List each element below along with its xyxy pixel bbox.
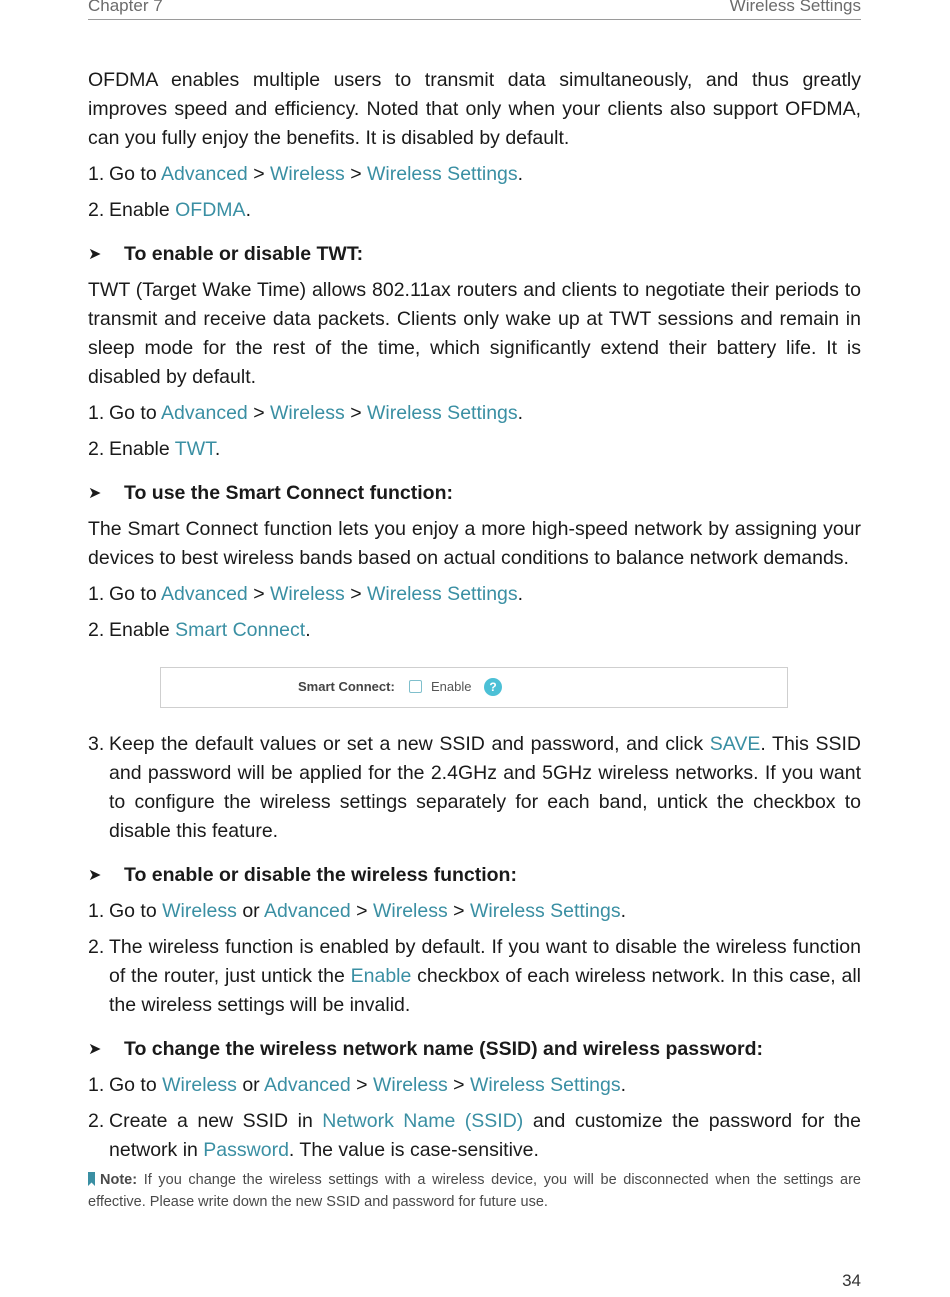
- step-number: 2.: [88, 438, 105, 460]
- step-text: Enable: [109, 438, 170, 460]
- heading-text: To change the wireless network name (SSID) and wireless password:: [124, 1038, 763, 1060]
- smart-connect-screenshot: [160, 667, 788, 708]
- step-text: and customize the password for the network in: [109, 1110, 861, 1161]
- ssid-password-step-2: [88, 1107, 861, 1165]
- link-advanced[interactable]: Advanced: [161, 583, 248, 605]
- page-content: [88, 66, 861, 1213]
- link-ofdma[interactable]: OFDMA: [175, 199, 246, 221]
- smart-connect-step-3: [88, 730, 861, 846]
- step-text: or: [242, 900, 260, 922]
- arrow-bullet-icon: ➤: [88, 246, 102, 263]
- smart-connect-intro: The Smart Connect function lets you enjoy a more high-speed network by assigning your devices to best wireless bands based on actual conditions to balance network demands.: [88, 518, 861, 569]
- punctuation: .: [517, 402, 524, 424]
- link-wireless[interactable]: Wireless: [270, 402, 345, 424]
- wireless-function-step-2: [88, 933, 861, 1020]
- ssid-password-step-1: [88, 1071, 861, 1100]
- step-text: checkbox of each wireless network. In this case, all the wireless settings will be invalid.: [109, 965, 861, 1016]
- link-wireless-settings[interactable]: Wireless Settings: [367, 163, 518, 185]
- running-header: [88, 0, 861, 20]
- chapter-label: Chapter 7: [88, 0, 163, 15]
- step-text: . The value is case-sensitive.: [288, 1139, 539, 1161]
- enable-checkbox[interactable]: [409, 680, 422, 693]
- smart-connect-heading: [88, 479, 861, 508]
- breadcrumb-separator: >: [356, 900, 368, 922]
- note-block: [88, 1169, 861, 1213]
- heading-text: To enable or disable TWT:: [124, 243, 364, 265]
- arrow-bullet-icon: ➤: [88, 867, 102, 884]
- link-wireless[interactable]: Wireless: [270, 583, 345, 605]
- link-advanced[interactable]: Advanced: [161, 402, 248, 424]
- step-text: Go to: [109, 402, 157, 424]
- heading-text: To use the Smart Connect function:: [124, 482, 453, 504]
- twt-intro: TWT (Target Wake Time) allows 802.11ax routers and clients to negotiate their periods to transmit and receive data packets. Clients only wake up at TWT sessions and remain in sleep mode for the rest of the time, which significantly extend their battery life. It is disabled by default.: [88, 279, 861, 388]
- step-text: Go to: [109, 583, 157, 605]
- ssid-password-heading: [88, 1035, 861, 1064]
- step-number: 2.: [88, 936, 105, 958]
- step-number: 2.: [88, 619, 105, 641]
- link-twt[interactable]: TWT: [174, 438, 215, 460]
- step-text: Enable: [109, 619, 170, 641]
- step-number: 3.: [88, 733, 105, 755]
- ofdma-intro: OFDMA enables multiple users to transmit data simultaneously, and thus greatly improves speed and efficiency. Noted that only when your clients also support OFDMA, can you fully enjoy the benefits. It is disabled by default.: [88, 69, 861, 149]
- breadcrumb-separator: >: [453, 900, 465, 922]
- link-wireless-settings[interactable]: Wireless Settings: [469, 1074, 621, 1096]
- punctuation: .: [245, 199, 251, 221]
- punctuation: .: [620, 1074, 627, 1096]
- breadcrumb-separator: >: [350, 583, 362, 605]
- step-text: . This SSID and password will be applied for the 2.4GHz and 5GHz wireless networks. If you want to configure the wireless settings separately for each band, untick the checkbox to disable this feature.: [109, 733, 861, 842]
- step-text: Go to: [109, 163, 157, 185]
- link-wireless-settings[interactable]: Wireless Settings: [469, 900, 621, 922]
- breadcrumb-separator: >: [350, 402, 362, 424]
- punctuation: .: [620, 900, 627, 922]
- arrow-bullet-icon: ➤: [88, 1041, 102, 1058]
- breadcrumb-separator: >: [453, 1074, 465, 1096]
- twt-step-2: [88, 435, 861, 464]
- smart-connect-step-2: [88, 616, 861, 645]
- ofdma-step-2: [88, 196, 861, 225]
- note-text: If you change the wireless settings with a wireless device, you will be disconnected when the settings are effective. Please write down the new SSID and password for future use.: [88, 1172, 862, 1210]
- ofdma-step-1: [88, 160, 861, 189]
- step-number: 1.: [88, 1074, 105, 1096]
- arrow-bullet-icon: ➤: [88, 485, 102, 502]
- step-number: 2.: [88, 1110, 105, 1132]
- link-smart-connect[interactable]: Smart Connect: [175, 619, 306, 641]
- breadcrumb-separator: >: [253, 163, 265, 185]
- step-number: 1.: [88, 163, 105, 185]
- link-network-name-ssid[interactable]: Network Name (SSID): [322, 1110, 524, 1132]
- wireless-function-heading: [88, 861, 861, 890]
- breadcrumb-separator: >: [253, 583, 265, 605]
- manual-page: [88, 0, 861, 1297]
- breadcrumb-separator: >: [253, 402, 265, 424]
- link-wireless[interactable]: Wireless: [270, 163, 345, 185]
- punctuation: .: [214, 438, 221, 460]
- step-text: Keep the default values or set a new SSID and password, and click: [109, 733, 704, 755]
- step-number: 1.: [88, 583, 105, 605]
- breadcrumb-separator: >: [350, 163, 362, 185]
- step-number: 1.: [88, 402, 105, 424]
- note-label: Note:: [100, 1172, 138, 1188]
- breadcrumb-separator: >: [356, 1074, 368, 1096]
- smart-connect-label: Smart Connect:: [298, 679, 395, 694]
- smart-connect-step-1: [88, 580, 861, 609]
- link-wireless[interactable]: Wireless: [372, 900, 448, 922]
- step-text: or: [242, 1074, 260, 1096]
- step-number: 1.: [88, 900, 105, 922]
- link-wireless[interactable]: Wireless: [162, 1074, 237, 1096]
- link-enable[interactable]: Enable: [350, 965, 412, 987]
- punctuation: .: [517, 163, 524, 185]
- link-wireless[interactable]: Wireless: [162, 900, 237, 922]
- link-advanced[interactable]: Advanced: [264, 900, 351, 922]
- step-text: Create a new SSID in: [109, 1110, 313, 1132]
- wireless-function-step-1: [88, 897, 861, 926]
- help-icon[interactable]: ?: [484, 678, 502, 696]
- section-label: Wireless Settings: [729, 0, 861, 15]
- punctuation: .: [305, 619, 311, 641]
- step-text: Go to: [109, 1074, 157, 1096]
- link-save[interactable]: SAVE: [709, 733, 761, 755]
- heading-text: To enable or disable the wireless function:: [124, 864, 517, 886]
- link-wireless-settings[interactable]: Wireless Settings: [367, 583, 518, 605]
- link-wireless[interactable]: Wireless: [372, 1074, 448, 1096]
- page-number: 34: [842, 1271, 861, 1290]
- punctuation: .: [517, 583, 524, 605]
- note-flag-icon: [88, 1172, 95, 1186]
- link-advanced[interactable]: Advanced: [264, 1074, 351, 1096]
- link-advanced[interactable]: Advanced: [161, 163, 248, 185]
- step-text: Go to: [109, 900, 157, 922]
- link-wireless-settings[interactable]: Wireless Settings: [367, 402, 518, 424]
- step-text: The wireless function is enabled by default. If you want to disable the wireless function of the router, just untick the: [109, 936, 861, 987]
- step-number: 2.: [88, 199, 105, 221]
- link-password[interactable]: Password: [203, 1139, 289, 1161]
- enable-checkbox-label: Enable: [431, 679, 472, 694]
- twt-step-1: [88, 399, 861, 428]
- step-text: Enable: [109, 199, 170, 221]
- twt-heading: [88, 240, 861, 269]
